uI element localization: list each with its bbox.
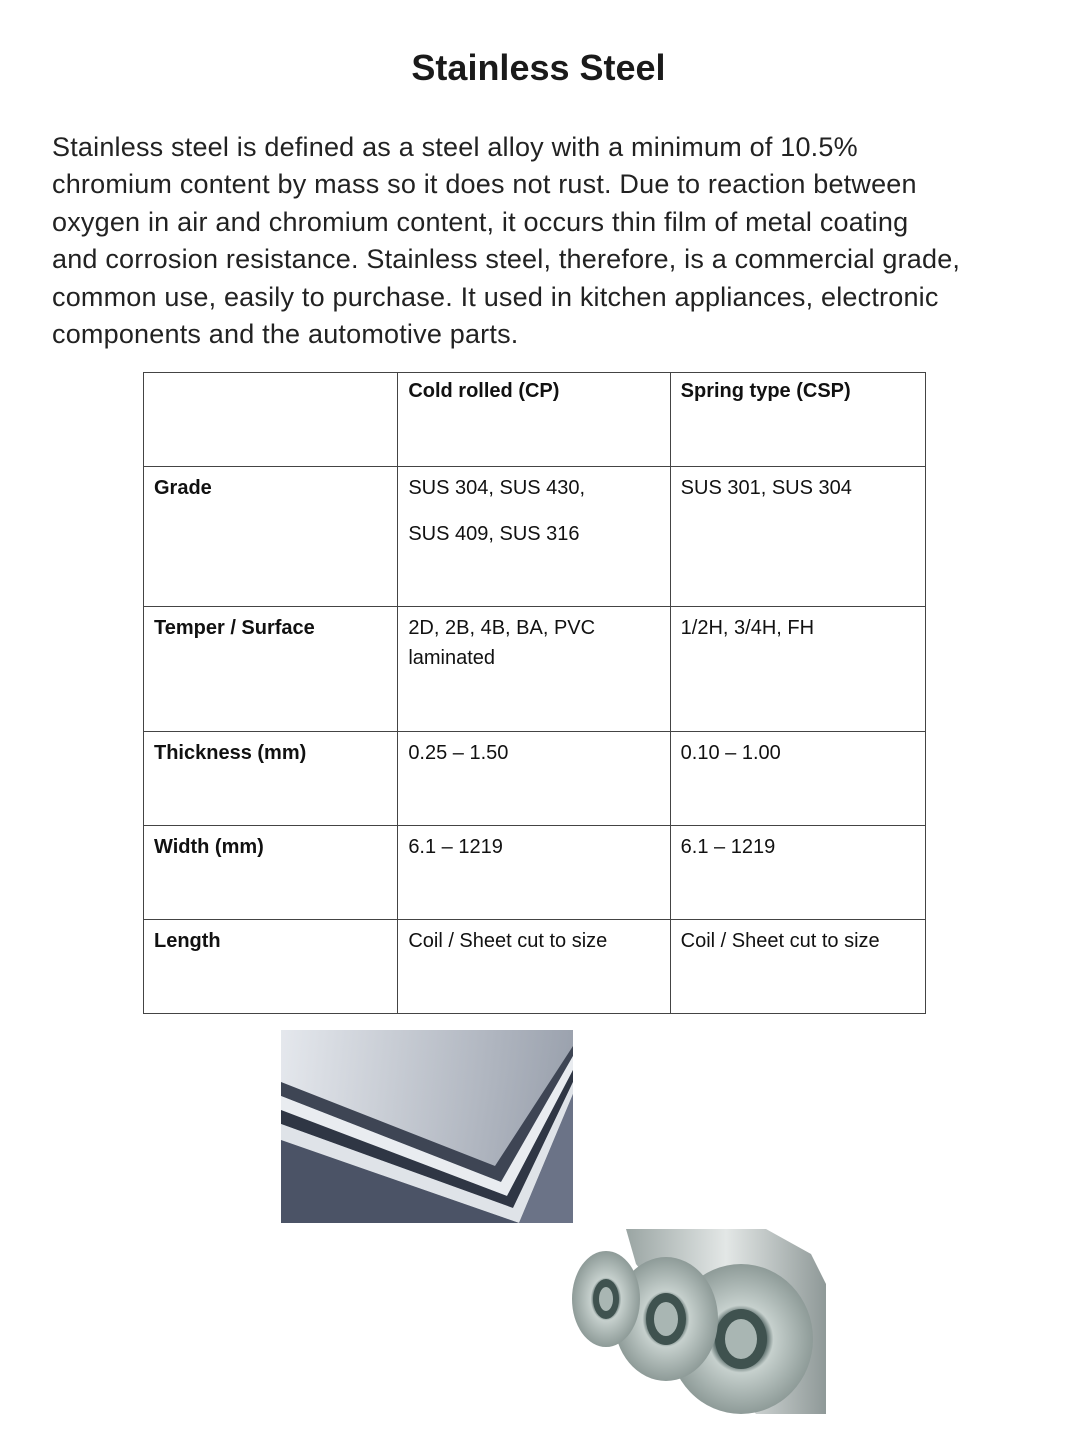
spec-table xyxy=(143,372,926,1014)
cell-width-cp: 6.1 – 1219 xyxy=(398,826,670,920)
cell-line: laminated xyxy=(408,647,496,669)
steel-sheets-image xyxy=(281,1030,573,1223)
row-label-length: Length xyxy=(144,920,398,1014)
cell-thickness-cp: 0.25 – 1.50 xyxy=(398,732,670,826)
cell-width-csp: 6.1 – 1219 xyxy=(670,826,925,920)
intro-line: Stainless steel is defined as a steel alloy with a minimum of 10.5% xyxy=(52,132,858,162)
cell-temper-csp: 1/2H, 3/4H, FH xyxy=(670,607,925,732)
table-row xyxy=(144,732,926,826)
cell-line: SUS 304, SUS 430, xyxy=(408,477,586,499)
row-label-thickness: Thickness (mm) xyxy=(144,732,398,826)
intro-line: oxygen in air and chromium content, it occurs thin film of metal coating xyxy=(52,206,909,237)
cell-grade-csp: SUS 301, SUS 304 xyxy=(670,467,925,607)
header-empty-cell xyxy=(144,373,398,467)
cell-grade-cp xyxy=(398,467,670,607)
cell-line: SUS 409, SUS 316 xyxy=(408,523,580,545)
table-row xyxy=(144,826,926,920)
row-label-grade: Grade xyxy=(144,467,398,607)
page-title: Stainless Steel xyxy=(411,47,666,88)
table-row xyxy=(144,607,926,732)
cell-length-csp: Coil / Sheet cut to size xyxy=(670,920,925,1014)
table-row xyxy=(144,467,926,607)
cell-temper-cp xyxy=(398,607,670,732)
steel-coils-image xyxy=(566,1224,826,1414)
table-row xyxy=(144,920,926,1014)
row-label-width: Width (mm) xyxy=(144,826,398,920)
row-label-temper: Temper / Surface xyxy=(144,607,398,732)
header-cold-rolled: Cold rolled (CP) xyxy=(398,373,670,467)
cell-length-cp: Coil / Sheet cut to size xyxy=(398,920,670,1014)
intro-line: and corrosion resistance. Stainless steel, therefore, is a commercial grade, xyxy=(52,244,961,275)
intro-line: chromium content by mass so it does not rust. Due to reaction between xyxy=(52,169,917,200)
intro-line: common use, easily to purchase. It used in kitchen appliances, electronic xyxy=(52,281,939,312)
intro-paragraph xyxy=(52,129,1012,353)
header-spring-type: Spring type (CSP) xyxy=(670,373,925,467)
cell-line: 2D, 2B, 4B, BA, PVC xyxy=(408,617,596,639)
intro-line: components and the automotive parts. xyxy=(52,319,519,350)
table-header-row xyxy=(144,373,926,467)
cell-thickness-csp: 0.10 – 1.00 xyxy=(670,732,925,826)
